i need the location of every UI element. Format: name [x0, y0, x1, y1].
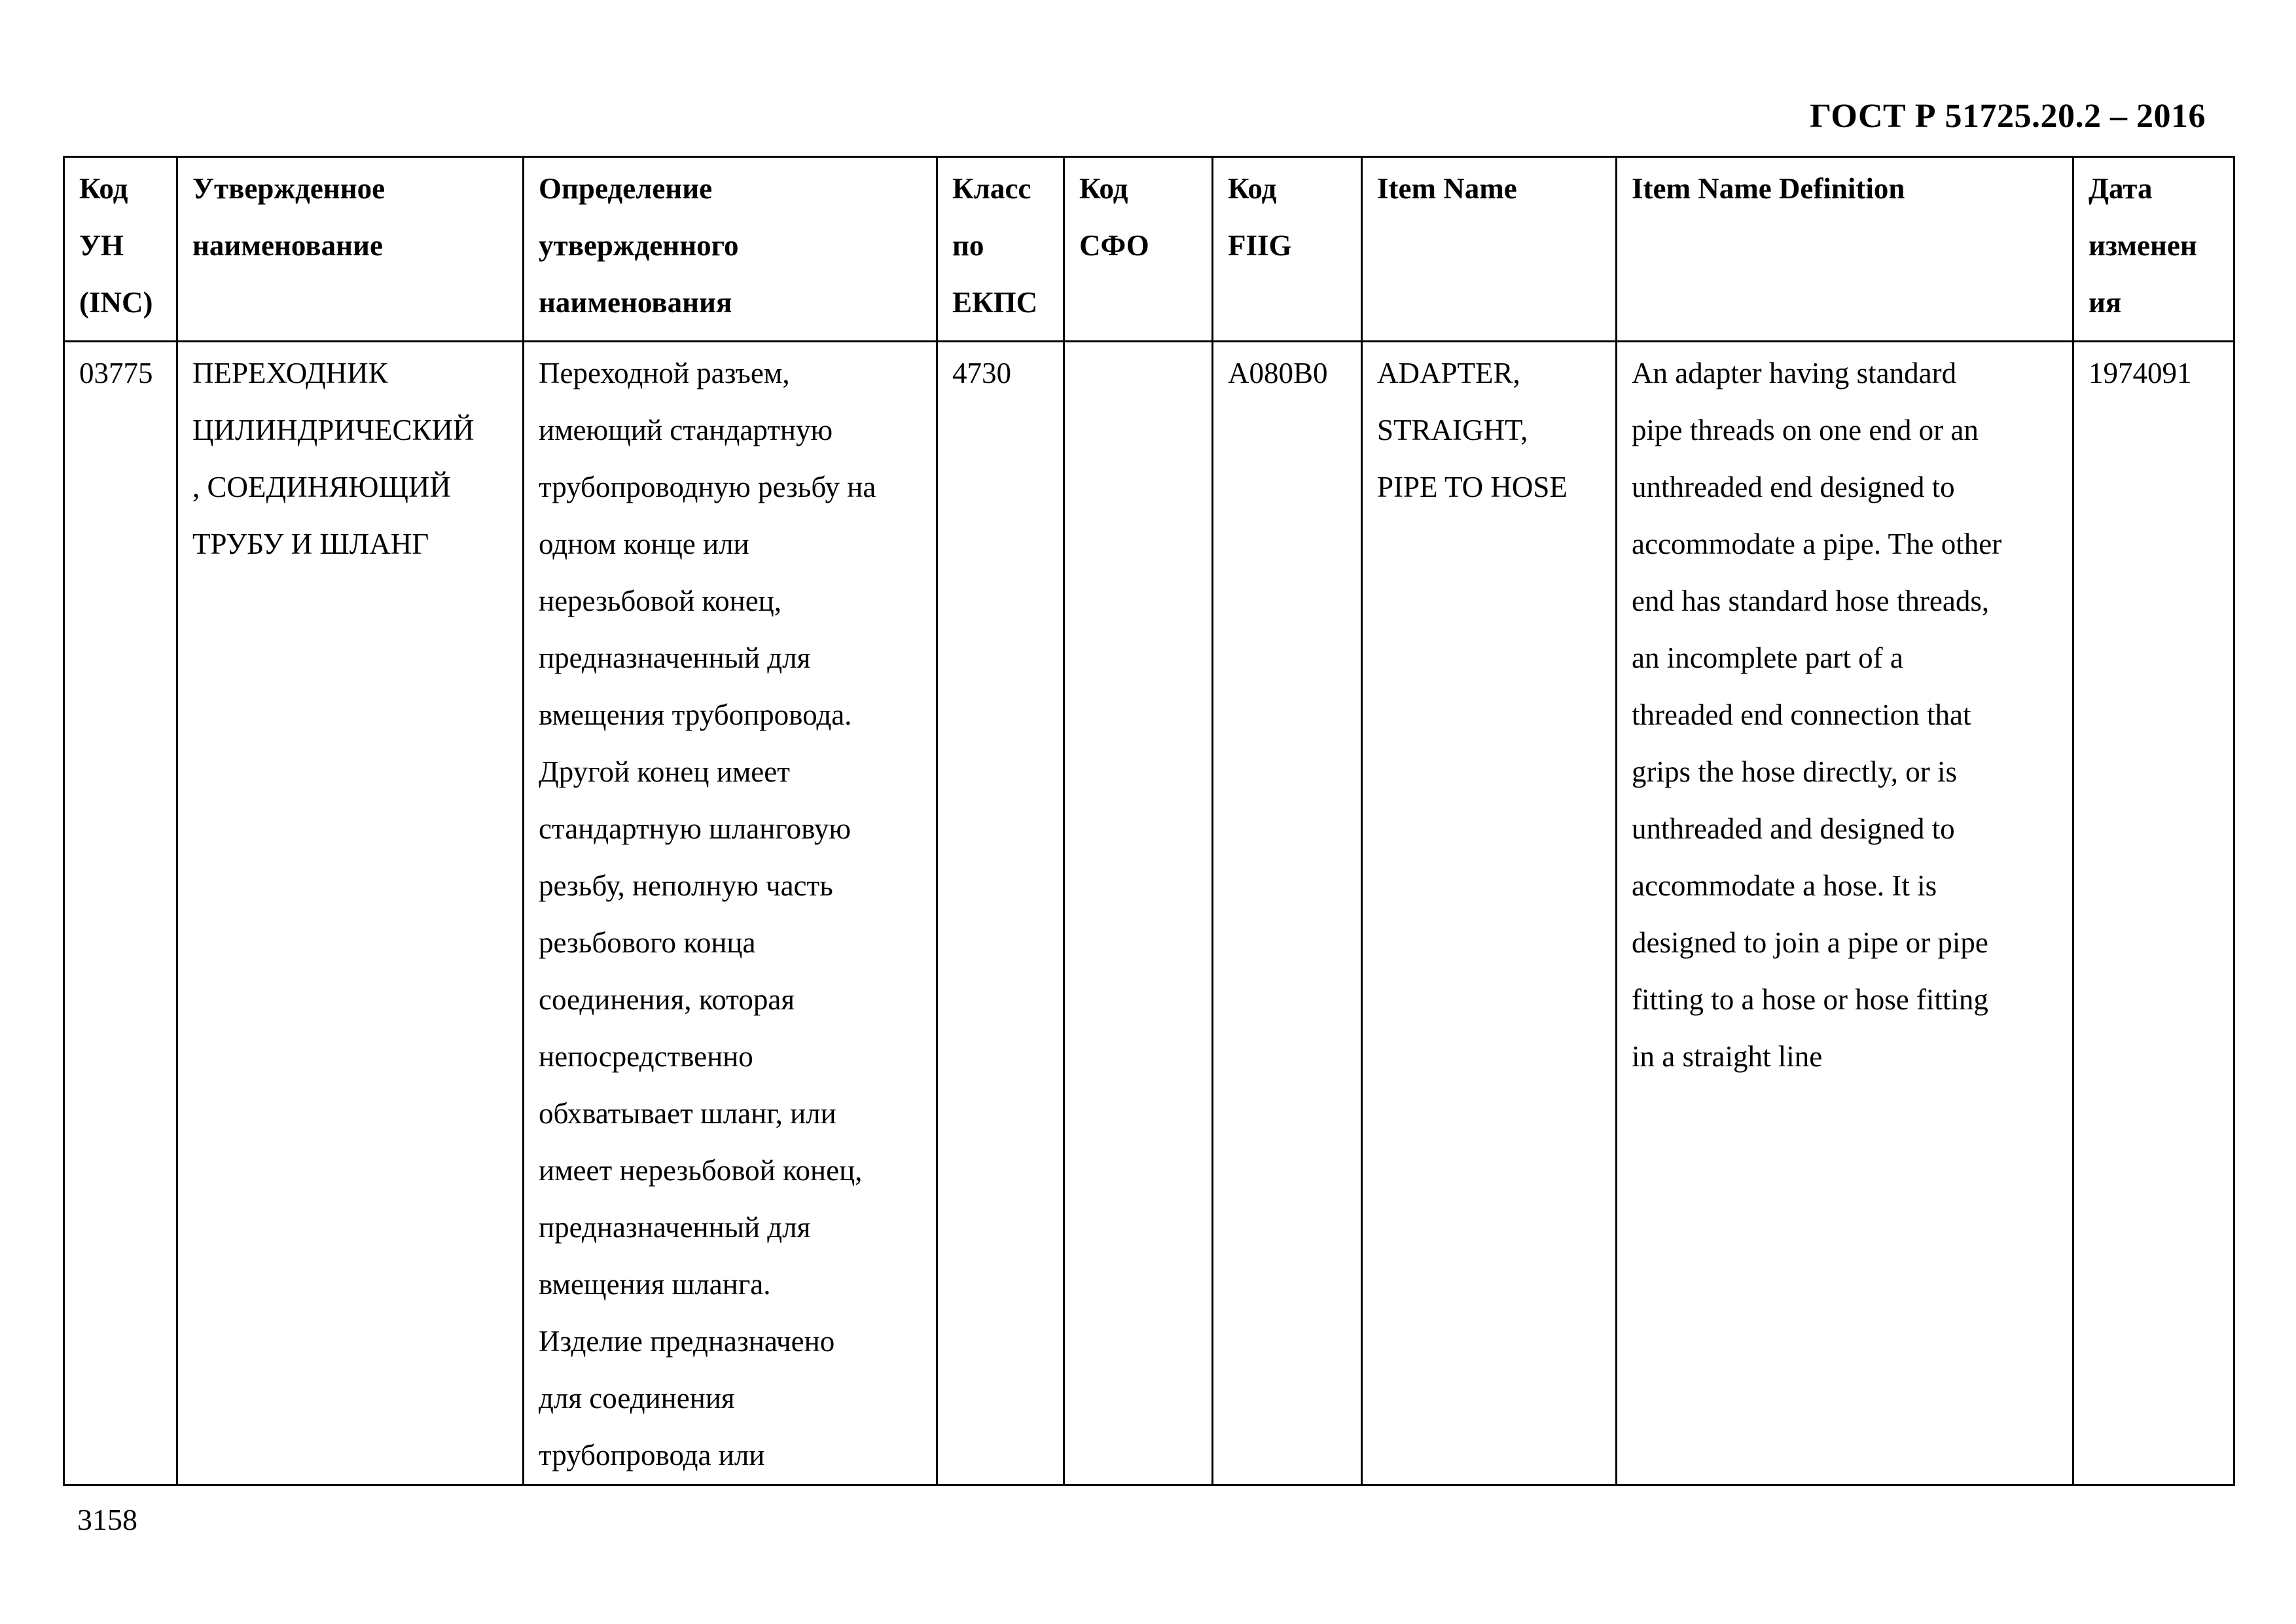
column-header-item-definition: Item Name Definition: [1617, 157, 2073, 342]
column-header-approved-name: Утвержденное наименование: [177, 157, 524, 342]
catalog-table: [63, 156, 2235, 1486]
cell-inc: 03775: [64, 342, 177, 1485]
column-header-item-name: Item Name: [1362, 157, 1617, 342]
table-row: [64, 342, 2234, 1485]
table-header: [64, 157, 2234, 342]
cell-fiig: A080B0: [1213, 342, 1362, 1485]
cell-class: 4730: [937, 342, 1064, 1485]
column-header-definition: Определение утвержденного наименования: [524, 157, 937, 342]
cell-item-name: ADAPTER, STRAIGHT, PIPE TO HOSE: [1362, 342, 1617, 1485]
page-number: 3158: [77, 1503, 137, 1536]
cell-item-definition: An adapter having standard pipe threads on one end or an unthreaded end designed to accommodate a pipe. The other end has standard hose threads, an incomplete part of a threaded end connection that grips the hose directly, or is unthreaded and designed to accommodate a hose. It is designed to join a pipe or pipe fitting to a hose or hose fitting in a straight line: [1617, 342, 2073, 1485]
document-standard-title: ГОСТ Р 51725.20.2 – 2016: [1810, 98, 2206, 135]
table-header-row: [64, 157, 2234, 342]
column-header-sfo: Код СФО: [1064, 157, 1213, 342]
column-header-class: Класс по ЕКПС: [937, 157, 1064, 342]
column-header-fiig: Код FIIG: [1213, 157, 1362, 342]
column-header-date: Дата изменен ия: [2073, 157, 2234, 342]
cell-approved-name: ПЕРЕХОДНИК ЦИЛИНДРИЧЕСКИЙ , СОЕДИНЯЮЩИЙ ТРУБУ И ШЛАНГ: [177, 342, 524, 1485]
cell-sfo: [1064, 342, 1213, 1485]
cell-date: 1974091: [2073, 342, 2234, 1485]
column-header-inc: Код УН (INC): [64, 157, 177, 342]
cell-definition: Переходной разъем, имеющий стандартную трубопроводную резьбу на одном конце или нерезьбовой конец, предназначенный для вмещения трубопровода. Другой конец имеет стандартную шланговую резьбу, неполную часть резьбового конца соединения, которая непосредственно обхватывает шланг, или имеет нерезьбовой конец, предназначенный для вмещения шланга. Изделие предназначено для соединения трубопровода или: [524, 342, 937, 1485]
